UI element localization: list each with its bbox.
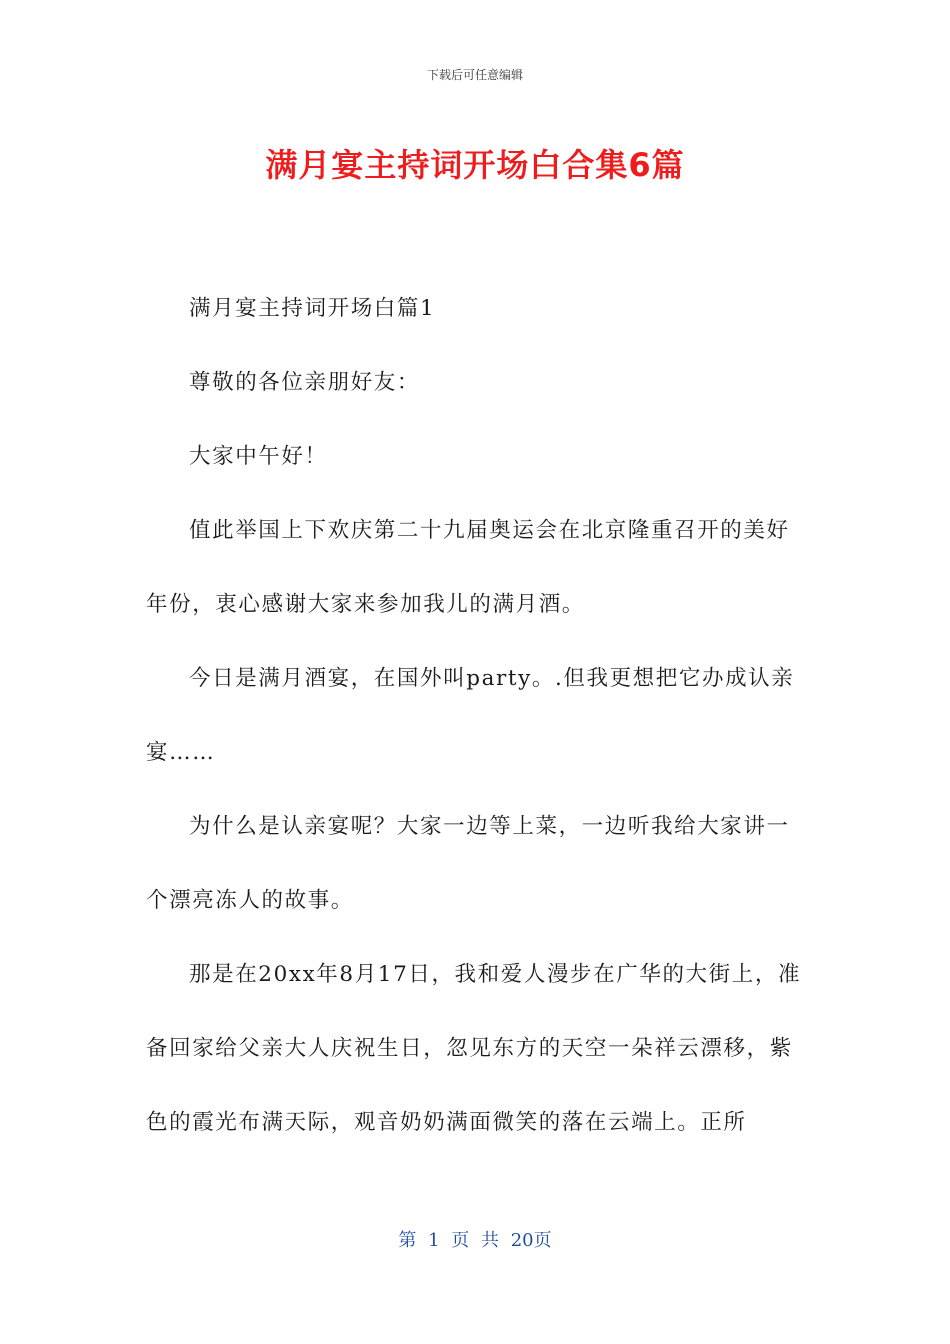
document-body — [146, 272, 802, 1160]
paragraph: 那是在20xx年8月17日，我和爱人漫步在广华的大街上，准备回家给父亲大人庆祝生日，忽见东方的天空一朵祥云漂移，紫色的霞光布满天际，观音奶奶满面微笑的落在云端上。正所 — [146, 962, 802, 1135]
header-note: 下载后可任意编辑 — [426, 68, 523, 82]
section-heading: 满月宴主持词开场白篇1 — [189, 296, 436, 321]
document-title: 满月宴主持词开场白合集6篇 — [265, 146, 685, 184]
page-indicator: 第 1 页 共 20页 — [398, 1230, 552, 1251]
paragraph: 值此举国上下欢庆第二十九届奥运会在北京隆重召开的美好年份，衷心感谢大家来参加我儿的满月酒。 — [146, 518, 790, 617]
paragraph: 大家中午好！ — [189, 444, 328, 469]
paragraph: 尊敬的各位亲朋好友： — [189, 370, 421, 395]
paragraph: 今日是满月酒宴，在国外叫party。.但我更想把它办成认亲宴…… — [146, 666, 795, 765]
paragraph: 为什么是认亲宴呢？大家一边等上菜，一边听我给大家讲一个漂亮冻人的故事。 — [146, 814, 790, 913]
